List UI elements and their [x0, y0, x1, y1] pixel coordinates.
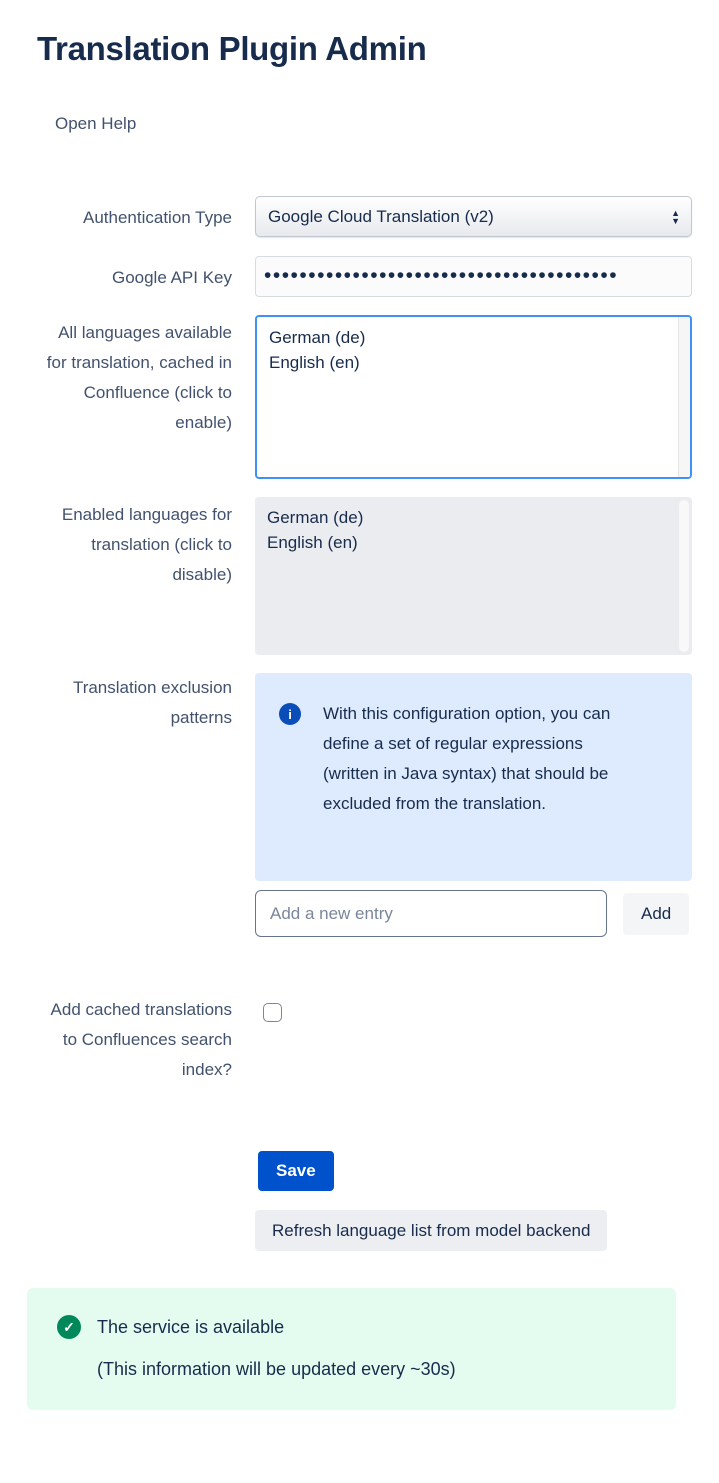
info-icon: i [279, 703, 301, 725]
all-languages-listbox[interactable] [255, 315, 692, 479]
listbox-scrollbar[interactable] [678, 317, 690, 477]
auth-type-row [37, 196, 719, 237]
save-row [37, 1151, 719, 1191]
page-title: Translation Plugin Admin [37, 30, 427, 67]
enabled-languages-row [37, 497, 719, 655]
enabled-languages-label: Enabled languages for translation (click to disable) [61, 505, 232, 584]
all-languages-row [37, 315, 719, 479]
service-status-panel [27, 1288, 676, 1410]
all-languages-label: All languages available for translation, cached in Confluence (click to enable) [46, 323, 232, 432]
exclusion-patterns-row [37, 673, 719, 881]
add-entry-button[interactable]: Add [623, 893, 689, 935]
api-key-label: Google API Key [111, 268, 232, 287]
settings-form [37, 196, 719, 1251]
select-updown-icon: ▲ ▼ [671, 207, 680, 226]
exclusion-patterns-label: Translation exclusion patterns [72, 678, 232, 727]
add-entry-row [37, 890, 719, 937]
add-entry-input[interactable] [255, 890, 607, 937]
api-key-input[interactable]: •••••••••••••••••••••••••••••••••••••••• [255, 256, 692, 297]
refresh-row [37, 1210, 719, 1251]
auth-type-selected-value: Google Cloud Translation (v2) [268, 206, 494, 226]
search-index-checkbox[interactable] [263, 1003, 282, 1022]
save-button[interactable]: Save [258, 1151, 334, 1191]
language-option-german[interactable]: German (de) [267, 508, 364, 527]
language-option-english[interactable]: English (en) [267, 533, 358, 552]
auth-type-select[interactable] [255, 196, 692, 237]
refresh-language-list-button[interactable]: Refresh language list from model backend [255, 1210, 607, 1251]
api-key-row [37, 256, 719, 297]
service-status-note: (This information will be updated every ~30s) [97, 1359, 456, 1379]
search-index-row [37, 995, 719, 1085]
open-help-link[interactable]: Open Help [55, 114, 137, 133]
language-option-english[interactable]: English (en) [269, 353, 360, 372]
success-check-icon: ✓ [57, 1315, 81, 1339]
auth-type-label: Authentication Type [82, 208, 232, 227]
language-option-german[interactable]: German (de) [269, 328, 366, 347]
exclusion-info-text: With this configuration option, you can define a set of regular expressions (written in Java syntax) that should be excluded from the translation. [323, 704, 611, 813]
service-status-message: The service is available [97, 1316, 285, 1337]
listbox-scrollbar[interactable] [679, 500, 689, 652]
exclusion-info-panel [255, 673, 692, 881]
search-index-label: Add cached translations to Confluences search index? [50, 1000, 232, 1079]
enabled-languages-listbox[interactable] [255, 497, 692, 655]
